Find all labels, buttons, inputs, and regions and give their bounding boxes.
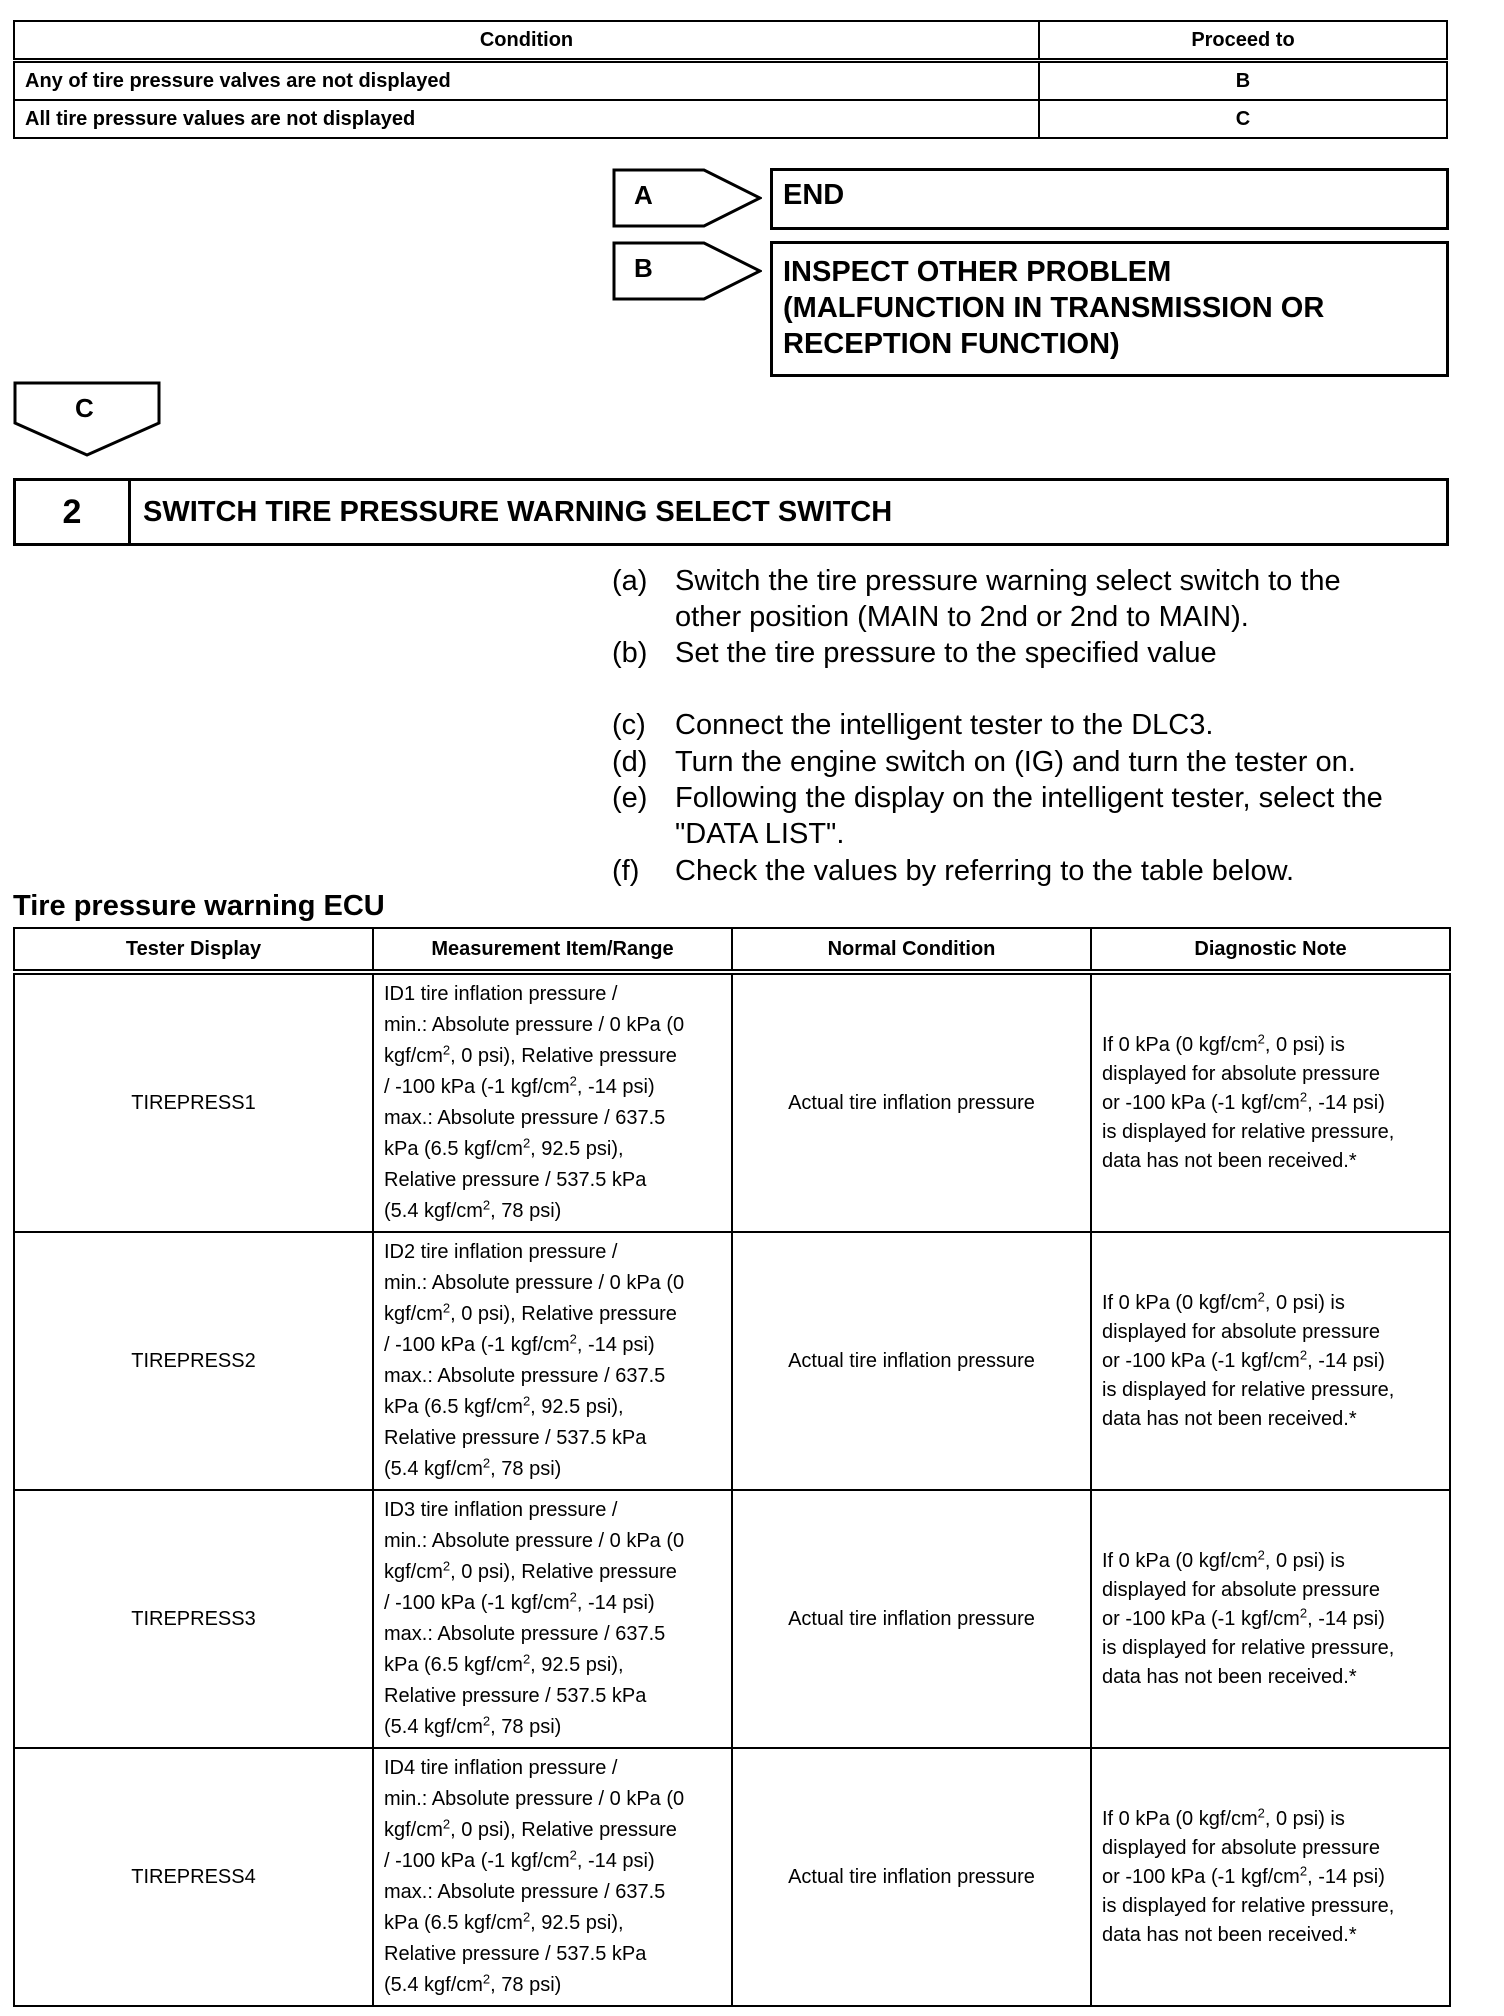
flow-label-a: A xyxy=(634,180,653,210)
measurement-line: (5.4 kgf/$cm^2$, 78 psi) xyxy=(384,1971,562,1996)
measurement-line: kgf/$cm^2$, 0 psi), Relative pressure xyxy=(384,1816,677,1841)
measurement-cell xyxy=(373,1232,732,1490)
normal-condition-cell xyxy=(732,1490,1091,1748)
data-table-header xyxy=(14,928,1450,972)
table-row xyxy=(14,1232,1450,1490)
note-line: or -100 kPa (-1 kgf/$cm^2$, -14 psi) xyxy=(1102,1346,1385,1372)
instruction-line: "DATA LIST". xyxy=(675,818,845,850)
instruction-item xyxy=(612,707,1442,743)
measurement-line: Relative pressure / 537.5 kPa xyxy=(384,1169,647,1191)
measurement-line: (5.4 kgf/$cm^2$, 78 psi) xyxy=(384,1713,562,1738)
instruction-item xyxy=(612,744,1442,780)
diagnostic-note-cell xyxy=(1091,1232,1450,1490)
measurement-line: Relative pressure / 537.5 kPa xyxy=(384,1943,647,1965)
measurement-line: kgf/$cm^2$, 0 psi), Relative pressure xyxy=(384,1042,677,1067)
measurement-line: max.: Absolute pressure / 637.5 xyxy=(384,1623,666,1645)
note-line: or -100 kPa (-1 kgf/$cm^2$, -14 psi) xyxy=(1102,1088,1385,1114)
flow-arrow-a xyxy=(612,168,762,228)
tester-display-cell xyxy=(14,1748,373,2006)
table-row xyxy=(14,100,1447,138)
note-line: or -100 kPa (-1 kgf/$cm^2$, -14 psi) xyxy=(1102,1604,1385,1630)
instruction-line: Set the tire pressure to the specified value xyxy=(675,637,1217,669)
step-number: 2 xyxy=(16,481,131,543)
measurement-line: min.: Absolute pressure / 0 kPa (0 xyxy=(384,1530,685,1552)
note-line: data has not been received.* xyxy=(1102,1665,1357,1688)
note-line: If 0 kPa (0 kgf/$cm^2$, 0 psi) is xyxy=(1102,1804,1345,1830)
note-line: displayed for absolute pressure xyxy=(1102,1320,1380,1343)
measurement-line: / -100 kPa (-1 kgf/$cm^2$, -14 psi) xyxy=(384,1847,655,1872)
step-header xyxy=(13,478,1449,546)
tester-display-text: TIREPRESS3 xyxy=(131,1607,256,1630)
instruction-item xyxy=(612,635,1442,671)
header-diagnostic-note: Diagnostic Note xyxy=(1091,928,1450,972)
measurement-line: kgf/$cm^2$, 0 psi), Relative pressure xyxy=(384,1300,677,1325)
measurement-line: min.: Absolute pressure / 0 kPa (0 xyxy=(384,1014,685,1036)
measurement-cell xyxy=(373,972,732,1232)
instruction-line: Switch the tire pressure warning select switch to the xyxy=(675,565,1341,597)
diagnostic-note-cell xyxy=(1091,1490,1450,1748)
condition-cell: Any of tire pressure valves are not displayed xyxy=(14,61,1039,101)
measurement-line: Relative pressure / 537.5 kPa xyxy=(384,1427,647,1449)
note-line: displayed for absolute pressure xyxy=(1102,1062,1380,1085)
instruction-item xyxy=(612,780,1442,852)
diagnostic-note-cell xyxy=(1091,1748,1450,2006)
normal-condition-text: Actual tire inflation pressure xyxy=(788,1091,1035,1114)
note-line: or -100 kPa (-1 kgf/$cm^2$, -14 psi) xyxy=(1102,1862,1385,1888)
instruction-label: (f) xyxy=(612,855,640,887)
step-title: SWITCH TIRE PRESSURE WARNING SELECT SWITCH xyxy=(143,495,893,528)
instruction-label: (e) xyxy=(612,782,648,814)
condition-table xyxy=(13,20,1448,139)
tester-display-cell xyxy=(14,972,373,1232)
instruction-label: (c) xyxy=(612,709,646,741)
table-row xyxy=(14,1490,1450,1748)
instruction-item xyxy=(612,563,1442,635)
tester-display-text: TIREPRESS4 xyxy=(131,1865,256,1888)
table-row xyxy=(14,1748,1450,2006)
measurement-line: ID1 tire inflation pressure / xyxy=(384,983,618,1005)
normal-condition-text: Actual tire inflation pressure xyxy=(788,1865,1035,1888)
flow-result-inspect xyxy=(770,241,1449,377)
tester-display-text: TIREPRESS2 xyxy=(131,1349,256,1372)
condition-table-header xyxy=(14,21,1447,61)
header-normal-condition: Normal Condition xyxy=(732,928,1091,972)
flow-result-line: (MALFUNCTION IN TRANSMISSION OR xyxy=(783,292,1325,324)
proceed-cell: C xyxy=(1039,100,1447,138)
note-line: displayed for absolute pressure xyxy=(1102,1836,1380,1859)
note-line: If 0 kPa (0 kgf/$cm^2$, 0 psi) is xyxy=(1102,1546,1345,1572)
instruction-line: Following the display on the intelligent tester, select the xyxy=(675,782,1383,814)
measurement-line: max.: Absolute pressure / 637.5 xyxy=(384,1365,666,1387)
condition-cell: All tire pressure values are not displayed xyxy=(14,100,1039,138)
instruction-label: (b) xyxy=(612,637,648,669)
proceed-cell: B xyxy=(1039,61,1447,101)
note-line: is displayed for relative pressure, xyxy=(1102,1636,1395,1659)
note-line: If 0 kPa (0 kgf/$cm^2$, 0 psi) is xyxy=(1102,1030,1345,1056)
note-line: is displayed for relative pressure, xyxy=(1102,1120,1395,1143)
flow-arrow-b xyxy=(612,241,762,301)
measurement-line: / -100 kPa (-1 kgf/$cm^2$, -14 psi) xyxy=(384,1589,655,1614)
normal-condition-text: Actual tire inflation pressure xyxy=(788,1607,1035,1630)
note-line: data has not been received.* xyxy=(1102,1149,1357,1172)
diagnostic-note-cell xyxy=(1091,972,1450,1232)
flow-result-end-text: END xyxy=(783,179,845,211)
instruction-line: Connect the intelligent tester to the DLC3. xyxy=(675,709,1214,741)
data-list-table xyxy=(13,927,1451,2007)
measurement-line: / -100 kPa (-1 kgf/$cm^2$, -14 psi) xyxy=(384,1331,655,1356)
measurement-line: ID2 tire inflation pressure / xyxy=(384,1241,618,1263)
instruction-label: (d) xyxy=(612,746,648,778)
section-title: Tire pressure warning ECU xyxy=(13,890,385,922)
flow-label-c: C xyxy=(75,393,94,423)
note-line: is displayed for relative pressure, xyxy=(1102,1894,1395,1917)
measurement-line: kPa (6.5 kgf/$cm^2$, 92.5 psi), xyxy=(384,1909,624,1934)
instruction-line: Turn the engine switch on (IG) and turn the tester on. xyxy=(675,746,1356,778)
flow-result-line: RECEPTION FUNCTION) xyxy=(783,328,1120,360)
flow-result-end xyxy=(770,168,1449,230)
measurement-line: kPa (6.5 kgf/$cm^2$, 92.5 psi), xyxy=(384,1135,624,1160)
measurement-line: ID3 tire inflation pressure / xyxy=(384,1499,618,1521)
note-line: If 0 kPa (0 kgf/$cm^2$, 0 psi) is xyxy=(1102,1288,1345,1314)
note-line: data has not been received.* xyxy=(1102,1923,1357,1946)
normal-condition-cell xyxy=(732,1232,1091,1490)
tester-display-cell xyxy=(14,1490,373,1748)
flow-label-b: B xyxy=(634,253,653,283)
instruction-line: Check the values by referring to the table below. xyxy=(675,855,1295,887)
measurement-line: / -100 kPa (-1 kgf/$cm^2$, -14 psi) xyxy=(384,1073,655,1098)
note-line: data has not been received.* xyxy=(1102,1407,1357,1430)
instruction-label: (a) xyxy=(612,565,648,597)
header-tester-display: Tester Display xyxy=(14,928,373,972)
measurement-line: ID4 tire inflation pressure / xyxy=(384,1757,618,1779)
note-line: displayed for absolute pressure xyxy=(1102,1578,1380,1601)
tester-display-cell xyxy=(14,1232,373,1490)
measurement-line: (5.4 kgf/$cm^2$, 78 psi) xyxy=(384,1455,562,1480)
note-line: is displayed for relative pressure, xyxy=(1102,1378,1395,1401)
measurement-line: Relative pressure / 537.5 kPa xyxy=(384,1685,647,1707)
flow-result-line: INSPECT OTHER PROBLEM xyxy=(783,256,1172,288)
measurement-cell xyxy=(373,1748,732,2006)
measurement-line: kgf/$cm^2$, 0 psi), Relative pressure xyxy=(384,1558,677,1583)
header-condition: Condition xyxy=(14,21,1039,61)
instruction-line: other position (MAIN to 2nd or 2nd to MAIN). xyxy=(675,601,1249,633)
table-row xyxy=(14,61,1447,101)
measurement-line: kPa (6.5 kgf/$cm^2$, 92.5 psi), xyxy=(384,1393,624,1418)
normal-condition-text: Actual tire inflation pressure xyxy=(788,1349,1035,1372)
tester-display-text: TIREPRESS1 xyxy=(131,1091,256,1114)
header-proceed-to: Proceed to xyxy=(1039,21,1447,61)
table-row xyxy=(14,972,1450,1232)
normal-condition-cell xyxy=(732,972,1091,1232)
measurement-line: min.: Absolute pressure / 0 kPa (0 xyxy=(384,1272,685,1294)
measurement-cell xyxy=(373,1490,732,1748)
measurement-line: (5.4 kgf/$cm^2$, 78 psi) xyxy=(384,1197,562,1222)
instruction-item xyxy=(612,853,1442,889)
measurement-line: min.: Absolute pressure / 0 kPa (0 xyxy=(384,1788,685,1810)
measurement-line: max.: Absolute pressure / 637.5 xyxy=(384,1107,666,1129)
header-measurement: Measurement Item/Range xyxy=(373,928,732,972)
measurement-line: kPa (6.5 kgf/$cm^2$, 92.5 psi), xyxy=(384,1651,624,1676)
measurement-line: max.: Absolute pressure / 637.5 xyxy=(384,1881,666,1903)
flow-arrow-c xyxy=(13,381,163,457)
normal-condition-cell xyxy=(732,1748,1091,2006)
